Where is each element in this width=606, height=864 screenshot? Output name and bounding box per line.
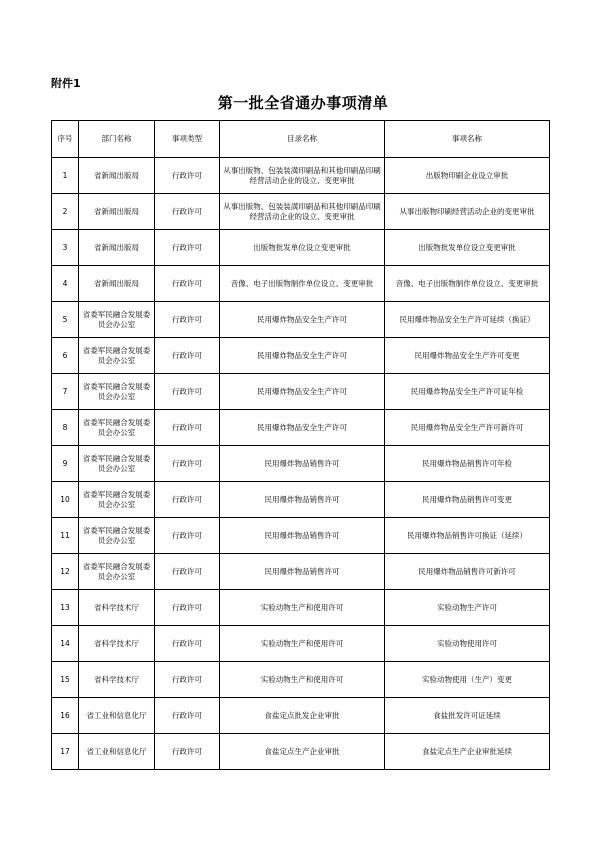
table-row [52, 446, 550, 482]
cell-catalog-name: 实验动物生产和使用许可 [220, 590, 385, 626]
cell-index: 9 [52, 446, 79, 482]
cell-item-type: 行政许可 [155, 482, 220, 518]
cell-department: 省委军民融合发展委员会办公室 [79, 446, 155, 482]
cell-catalog-name: 从事出版物、包装装潢印刷品和其他印刷品印刷经营活动企业的设立、变更审批 [220, 158, 385, 194]
cell-index: 16 [52, 698, 79, 734]
cell-index: 7 [52, 374, 79, 410]
cell-index: 17 [52, 734, 79, 770]
cell-item-type: 行政许可 [155, 518, 220, 554]
table-row [52, 266, 550, 302]
cell-catalog-name: 民用爆炸物品安全生产许可 [220, 374, 385, 410]
attachment-label: 附件1 [51, 77, 81, 90]
cell-index: 12 [52, 554, 79, 590]
cell-catalog-name: 民用爆炸物品销售许可 [220, 482, 385, 518]
cell-catalog-name: 出版物批发单位设立变更审批 [220, 230, 385, 266]
cell-item-type: 行政许可 [155, 302, 220, 338]
cell-department: 省新闻出版局 [79, 194, 155, 230]
cell-department: 省委军民融合发展委员会办公室 [79, 374, 155, 410]
cell-department: 省科学技术厅 [79, 662, 155, 698]
cell-department: 省新闻出版局 [79, 230, 155, 266]
header-department: 部门名称 [79, 121, 155, 158]
cell-index: 13 [52, 590, 79, 626]
cell-department: 省新闻出版局 [79, 158, 155, 194]
cell-department: 省科学技术厅 [79, 626, 155, 662]
cell-department: 省工业和信息化厅 [79, 734, 155, 770]
cell-item-name: 民用爆炸物品安全生产许可变更 [385, 338, 550, 374]
cell-item-name: 音像、电子出版物制作单位设立、变更审批 [385, 266, 550, 302]
cell-department: 省新闻出版局 [79, 266, 155, 302]
table-row [52, 374, 550, 410]
table-row [52, 590, 550, 626]
cell-index: 3 [52, 230, 79, 266]
cell-item-type: 行政许可 [155, 698, 220, 734]
cell-index: 11 [52, 518, 79, 554]
cell-catalog-name: 民用爆炸物品销售许可 [220, 446, 385, 482]
table-row [52, 554, 550, 590]
cell-item-type: 行政许可 [155, 554, 220, 590]
header-catalog-name: 目录名称 [220, 121, 385, 158]
table-row [52, 698, 550, 734]
table-row [52, 482, 550, 518]
cell-item-name: 民用爆炸物品安全生产许可新许可 [385, 410, 550, 446]
cell-department: 省委军民融合发展委员会办公室 [79, 302, 155, 338]
table-row [52, 194, 550, 230]
cell-index: 4 [52, 266, 79, 302]
cell-item-type: 行政许可 [155, 338, 220, 374]
table-body [52, 158, 550, 770]
cell-index: 15 [52, 662, 79, 698]
cell-item-type: 行政许可 [155, 158, 220, 194]
header-index: 序号 [52, 121, 79, 158]
table-row [52, 734, 550, 770]
table-row [52, 338, 550, 374]
cell-item-type: 行政许可 [155, 374, 220, 410]
cell-item-name: 出版物印刷企业设立审批 [385, 158, 550, 194]
cell-item-type: 行政许可 [155, 734, 220, 770]
cell-item-type: 行政许可 [155, 590, 220, 626]
cell-item-type: 行政许可 [155, 230, 220, 266]
cell-catalog-name: 实验动物生产和使用许可 [220, 626, 385, 662]
cell-department: 省委军民融合发展委员会办公室 [79, 338, 155, 374]
cell-catalog-name: 食盐定点批发企业审批 [220, 698, 385, 734]
cell-item-name: 民用爆炸物品销售许可年检 [385, 446, 550, 482]
cell-index: 2 [52, 194, 79, 230]
document-title: 第一批全省通办事项清单 [217, 94, 389, 112]
cell-catalog-name: 食盐定点生产企业审批 [220, 734, 385, 770]
table-row [52, 410, 550, 446]
cell-department: 省委军民融合发展委员会办公室 [79, 410, 155, 446]
table-row [52, 518, 550, 554]
items-table [51, 120, 550, 770]
cell-item-name: 实验动物生产许可 [385, 590, 550, 626]
cell-item-name: 食盐批发许可证延续 [385, 698, 550, 734]
cell-item-name: 民用爆炸物品销售许可换证（延续） [385, 518, 550, 554]
cell-index: 5 [52, 302, 79, 338]
table-row [52, 158, 550, 194]
cell-catalog-name: 从事出版物、包装装潢印刷品和其他印刷品印刷经营活动企业的设立、变更审批 [220, 194, 385, 230]
cell-item-type: 行政许可 [155, 626, 220, 662]
cell-catalog-name: 民用爆炸物品安全生产许可 [220, 302, 385, 338]
cell-index: 8 [52, 410, 79, 446]
table-row [52, 230, 550, 266]
cell-index: 14 [52, 626, 79, 662]
cell-catalog-name: 音像、电子出版物制作单位设立、变更审批 [220, 266, 385, 302]
cell-item-type: 行政许可 [155, 266, 220, 302]
cell-item-name: 出版物批发单位设立变更审批 [385, 230, 550, 266]
cell-catalog-name: 实验动物生产和使用许可 [220, 662, 385, 698]
cell-catalog-name: 民用爆炸物品销售许可 [220, 518, 385, 554]
cell-index: 6 [52, 338, 79, 374]
cell-item-name: 实验动物使用许可 [385, 626, 550, 662]
cell-item-type: 行政许可 [155, 446, 220, 482]
header-item-type: 事项类型 [155, 121, 220, 158]
cell-catalog-name: 民用爆炸物品销售许可 [220, 554, 385, 590]
cell-department: 省科学技术厅 [79, 590, 155, 626]
table-row [52, 662, 550, 698]
cell-item-name: 民用爆炸物品安全生产许可证年检 [385, 374, 550, 410]
cell-item-name: 实验动物使用（生产）变更 [385, 662, 550, 698]
cell-index: 10 [52, 482, 79, 518]
cell-catalog-name: 民用爆炸物品安全生产许可 [220, 338, 385, 374]
cell-department: 省委军民融合发展委员会办公室 [79, 554, 155, 590]
cell-item-name: 从事出版物印刷经营活动企业的变更审批 [385, 194, 550, 230]
cell-item-type: 行政许可 [155, 194, 220, 230]
cell-index: 1 [52, 158, 79, 194]
cell-department: 省工业和信息化厅 [79, 698, 155, 734]
cell-item-type: 行政许可 [155, 410, 220, 446]
cell-item-name: 食盐定点生产企业审批延续 [385, 734, 550, 770]
table-row [52, 302, 550, 338]
cell-item-name: 民用爆炸物品销售许可新许可 [385, 554, 550, 590]
table-header-row [52, 121, 550, 158]
cell-item-type: 行政许可 [155, 662, 220, 698]
header-item-name: 事项名称 [385, 121, 550, 158]
cell-department: 省委军民融合发展委员会办公室 [79, 482, 155, 518]
table-row [52, 626, 550, 662]
cell-department: 省委军民融合发展委员会办公室 [79, 518, 155, 554]
cell-item-name: 民用爆炸物品销售许可变更 [385, 482, 550, 518]
cell-catalog-name: 民用爆炸物品安全生产许可 [220, 410, 385, 446]
cell-item-name: 民用爆炸物品安全生产许可延续（换证） [385, 302, 550, 338]
